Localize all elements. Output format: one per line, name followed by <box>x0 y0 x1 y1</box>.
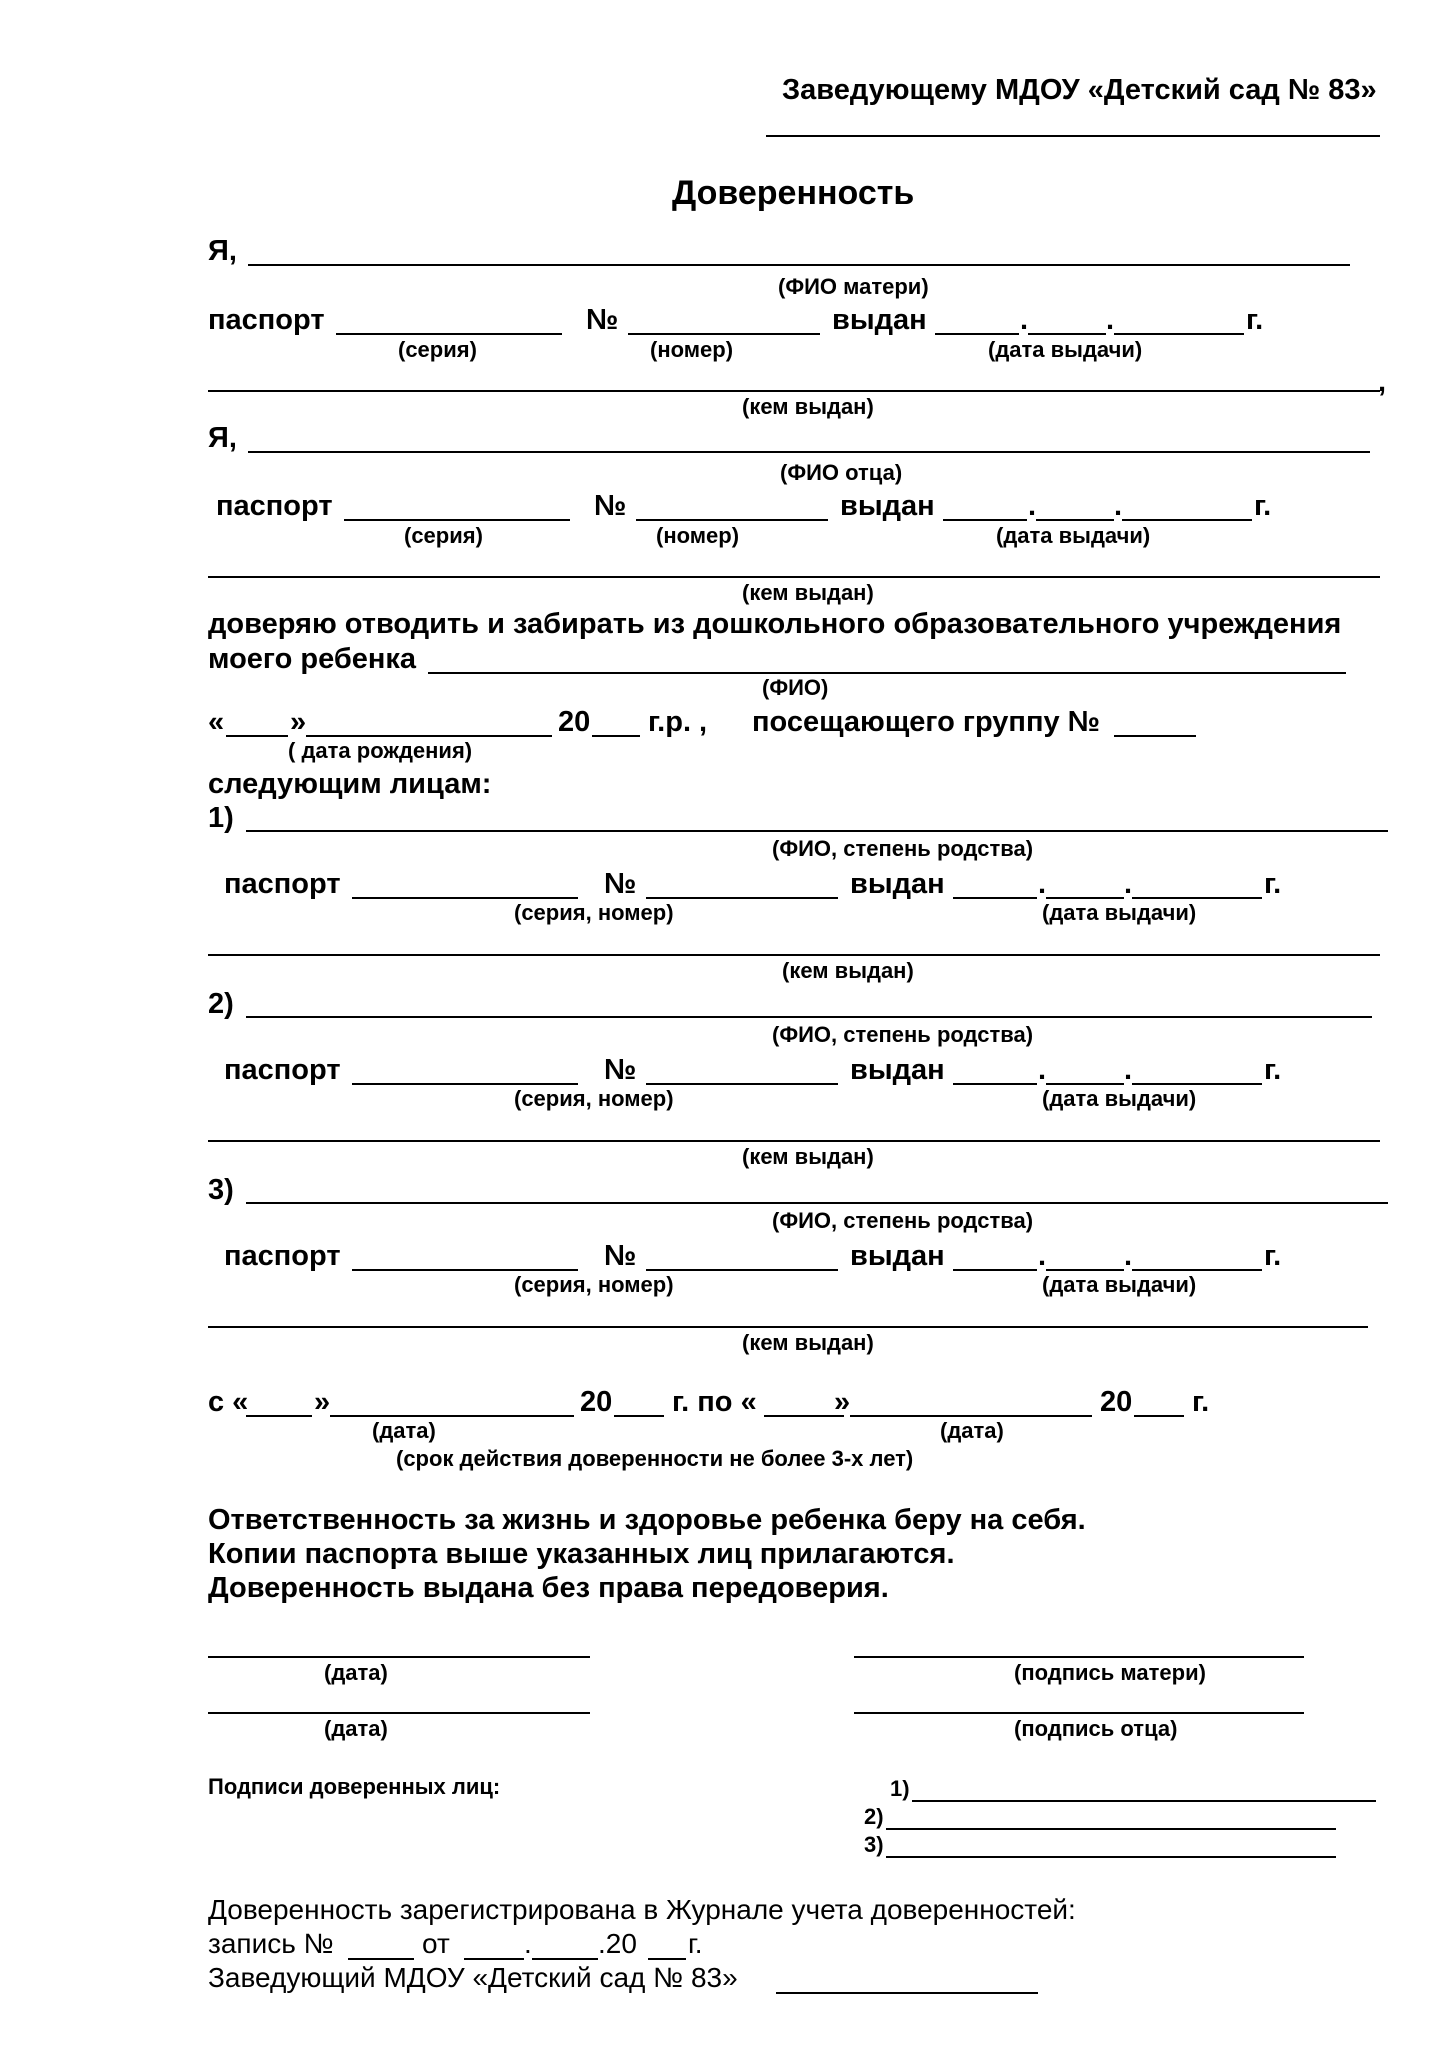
statement-copies: Копии паспорта выше указанных лиц прилагаются. <box>208 1538 955 1570</box>
child-birth-year[interactable] <box>592 735 640 737</box>
year-suffix: г. <box>1246 304 1264 336</box>
entry-year-prefix: .20 <box>598 1928 637 1959</box>
mother-issued-by-field[interactable] <box>208 390 1380 392</box>
person-1-number-field[interactable] <box>646 897 838 899</box>
statement-no-subdelegation: Доверенность выдана без права передоверия. <box>208 1572 889 1604</box>
father-fio-field[interactable] <box>248 451 1370 453</box>
year-prefix: 20 <box>1100 1386 1133 1418</box>
person-2-issue-month[interactable] <box>1046 1083 1124 1085</box>
person-2-number-sign: № <box>604 1054 637 1086</box>
close-quote: » <box>834 1386 851 1418</box>
year-suffix: г. <box>1254 490 1272 522</box>
dot: . <box>524 1928 532 1959</box>
father-date-field[interactable] <box>208 1712 590 1714</box>
mother-number-sign: № <box>586 304 619 336</box>
year-prefix: 20 <box>580 1386 613 1418</box>
fio-relation-caption: (ФИО, степень родства) <box>772 836 1034 861</box>
issued-by-caption: (кем выдан) <box>742 1330 874 1355</box>
trusted-2-number: 2) <box>864 1804 884 1829</box>
person-3-passport-label: паспорт <box>224 1240 341 1272</box>
trusted-3-signature-field[interactable] <box>886 1856 1336 1858</box>
father-issue-year[interactable] <box>1122 519 1252 521</box>
issue-date-caption: (дата выдачи) <box>996 523 1151 548</box>
person-1-issue-month[interactable] <box>1046 897 1124 899</box>
mother-issue-year[interactable] <box>1114 333 1244 335</box>
validity-to-day[interactable] <box>764 1415 844 1417</box>
person-3-issue-month[interactable] <box>1046 1269 1124 1271</box>
addressee: Заведующему МДОУ «Детский сад № 83» <box>782 74 1377 106</box>
issued-by-caption: (кем выдан) <box>742 580 874 605</box>
term-note: (срок действия доверенности не более 3-х лет) <box>396 1446 914 1471</box>
person-1-fio-field[interactable] <box>246 830 1388 832</box>
close-quote: » <box>290 706 307 738</box>
person-3-issued-by-field[interactable] <box>208 1326 1368 1328</box>
person-1-issue-year[interactable] <box>1132 897 1262 899</box>
fio-relation-caption: (ФИО, степень родства) <box>772 1022 1034 1047</box>
number-caption: (номер) <box>656 523 740 548</box>
page-title: Доверенность <box>672 174 915 212</box>
statement-responsibility: Ответственность за жизнь и здоровье ребенка беру на себя. <box>208 1504 1086 1536</box>
entry-year-field[interactable] <box>648 1958 686 1960</box>
father-fio-caption: (ФИО отца) <box>780 460 903 485</box>
mother-issue-day[interactable] <box>935 333 1019 335</box>
mother-number-field[interactable] <box>628 333 820 335</box>
dot: . <box>1124 1240 1133 1272</box>
dot: . <box>1124 1054 1133 1086</box>
dot: . <box>1038 868 1047 900</box>
mother-issued-label: выдан <box>832 304 927 336</box>
my-child-label: моего ребенка <box>208 643 417 675</box>
mother-signature-field[interactable] <box>854 1656 1304 1658</box>
trusted-2-signature-field[interactable] <box>886 1828 1336 1830</box>
person-2-number: 2) <box>208 988 234 1020</box>
year-prefix: 20 <box>558 706 591 738</box>
date-caption: (дата) <box>324 1660 388 1685</box>
series-number-caption: (серия, номер) <box>514 900 674 925</box>
entry-month-field[interactable] <box>532 1958 598 1960</box>
series-caption: (серия) <box>398 337 477 362</box>
mother-issue-month[interactable] <box>1028 333 1106 335</box>
validity-to-label: г. по « <box>672 1386 757 1418</box>
series-number-caption: (серия, номер) <box>514 1272 674 1297</box>
person-2-issue-year[interactable] <box>1132 1083 1262 1085</box>
issued-by-caption: (кем выдан) <box>742 394 874 419</box>
year-suffix: г. <box>1264 1054 1282 1086</box>
person-3-issued-label: выдан <box>850 1240 945 1272</box>
entry-label: запись № <box>208 1928 334 1959</box>
dot: . <box>1124 868 1133 900</box>
series-number-caption: (серия, номер) <box>514 1086 674 1111</box>
mother-ya-label: Я, <box>208 235 237 267</box>
person-3-number-sign: № <box>604 1240 637 1272</box>
person-1-issued-by-field[interactable] <box>208 954 1380 956</box>
father-signature-field[interactable] <box>854 1712 1304 1714</box>
person-3-issue-year[interactable] <box>1132 1269 1262 1271</box>
validity-from-day[interactable] <box>246 1415 312 1417</box>
dot: . <box>1038 1240 1047 1272</box>
mother-passport-label: паспорт <box>208 304 325 336</box>
validity-from-month[interactable] <box>330 1415 574 1417</box>
person-1-passport-label: паспорт <box>224 868 341 900</box>
open-quote: « <box>208 706 225 738</box>
person-1-number: 1) <box>208 802 234 834</box>
year-suffix: г. <box>1264 1240 1282 1272</box>
head-signature-field[interactable] <box>776 1992 1038 1994</box>
year-suffix: г. <box>1264 868 1282 900</box>
series-caption: (серия) <box>404 523 483 548</box>
mother-series-field[interactable] <box>336 333 562 335</box>
trusted-signatures-label: Подписи доверенных лиц: <box>208 1774 501 1799</box>
issue-date-caption: (дата выдачи) <box>1042 900 1197 925</box>
father-number-field[interactable] <box>636 519 828 521</box>
entry-day-field[interactable] <box>464 1958 524 1960</box>
issued-by-caption: (кем выдан) <box>782 958 914 983</box>
person-2-fio-field[interactable] <box>246 1016 1372 1018</box>
entry-from-label: от <box>422 1928 450 1959</box>
following-persons-label: следующим лицам: <box>208 768 492 800</box>
year-suffix: г. <box>1192 1386 1210 1418</box>
mother-date-field[interactable] <box>208 1656 590 1658</box>
birth-year-suffix: г.р. , <box>648 706 708 738</box>
dot: . <box>1028 490 1037 522</box>
father-issued-label: выдан <box>840 490 935 522</box>
father-issue-day[interactable] <box>943 519 1027 521</box>
mother-fio-field[interactable] <box>248 264 1350 266</box>
person-1-issue-day[interactable] <box>953 897 1037 899</box>
person-2-series-field[interactable] <box>352 1083 578 1085</box>
person-3-issue-day[interactable] <box>953 1269 1037 1271</box>
father-series-field[interactable] <box>344 519 570 521</box>
person-2-number-field[interactable] <box>646 1083 838 1085</box>
person-2-issued-by-field[interactable] <box>208 1140 1380 1142</box>
trust-text: доверяю отводить и забирать из дошкольного образовательного учреждения <box>208 608 1342 640</box>
dot: . <box>1038 1054 1047 1086</box>
father-ya-label: Я, <box>208 422 237 454</box>
validity-to-month[interactable] <box>850 1415 1092 1417</box>
child-fio-field[interactable] <box>428 672 1346 674</box>
issued-by-caption: (кем выдан) <box>742 1144 874 1169</box>
number-caption: (номер) <box>650 337 734 362</box>
group-number-field[interactable] <box>1114 735 1196 737</box>
child-birth-day[interactable] <box>226 735 288 737</box>
addressee-line[interactable] <box>766 135 1380 137</box>
close-quote: » <box>314 1386 331 1418</box>
person-3-fio-field[interactable] <box>246 1202 1388 1204</box>
date-caption: (дата) <box>940 1418 1004 1443</box>
person-2-passport-label: паспорт <box>224 1054 341 1086</box>
trusted-1-signature-field[interactable] <box>912 1800 1376 1802</box>
child-birth-month[interactable] <box>306 735 552 737</box>
fio-relation-caption: (ФИО, степень родства) <box>772 1208 1034 1233</box>
dot: . <box>1020 304 1029 336</box>
mother-fio-caption: (ФИО матери) <box>778 274 929 299</box>
person-2-issue-day[interactable] <box>953 1083 1037 1085</box>
birth-date-caption: ( дата рождения) <box>288 738 473 763</box>
father-signature-caption: (подпись отца) <box>1014 1716 1178 1741</box>
mother-signature-caption: (подпись матери) <box>1014 1660 1206 1685</box>
dot: . <box>1106 304 1115 336</box>
father-issue-month[interactable] <box>1036 519 1114 521</box>
father-number-sign: № <box>594 490 627 522</box>
father-issued-by-field[interactable] <box>208 576 1380 578</box>
trusted-1-number: 1) <box>890 1776 910 1801</box>
date-caption: (дата) <box>324 1716 388 1741</box>
registration-text: Доверенность зарегистрирована в Журнале учета доверенностей: <box>208 1894 1076 1925</box>
group-label: посещающего группу № <box>752 706 1100 738</box>
trusted-3-number: 3) <box>864 1832 884 1857</box>
issue-date-caption: (дата выдачи) <box>988 337 1143 362</box>
issue-date-caption: (дата выдачи) <box>1042 1086 1197 1111</box>
validity-from-label: с « <box>208 1386 249 1418</box>
father-passport-label: паспорт <box>216 490 333 522</box>
person-3-number-field[interactable] <box>646 1269 838 1271</box>
entry-number-field[interactable] <box>348 1958 414 1960</box>
person-3-number: 3) <box>208 1174 234 1206</box>
comma: , <box>1378 366 1387 398</box>
dot: . <box>1114 490 1123 522</box>
date-caption: (дата) <box>372 1418 436 1443</box>
person-2-issued-label: выдан <box>850 1054 945 1086</box>
person-1-series-field[interactable] <box>352 897 578 899</box>
person-1-number-sign: № <box>604 868 637 900</box>
head-label: Заведующий МДОУ «Детский сад № 83» <box>208 1962 738 1993</box>
issue-date-caption: (дата выдачи) <box>1042 1272 1197 1297</box>
validity-from-year[interactable] <box>614 1415 664 1417</box>
child-fio-caption: (ФИО) <box>762 675 829 700</box>
year-suffix: г. <box>688 1928 703 1959</box>
person-1-issued-label: выдан <box>850 868 945 900</box>
validity-to-year[interactable] <box>1134 1415 1184 1417</box>
person-3-series-field[interactable] <box>352 1269 578 1271</box>
